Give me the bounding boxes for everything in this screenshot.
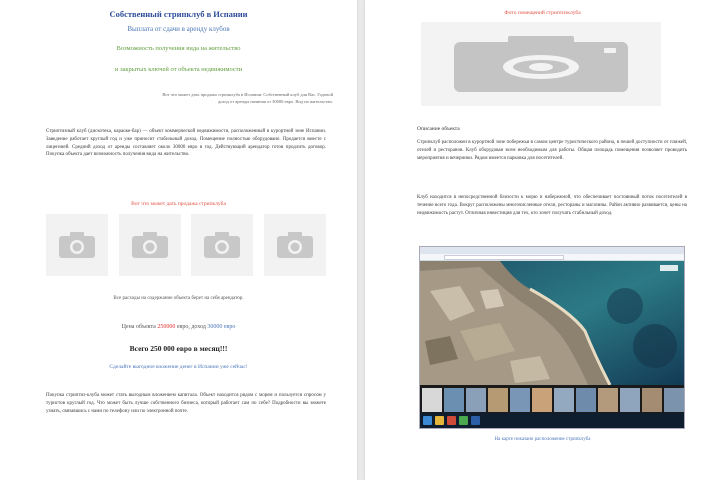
map-screenshot bbox=[419, 246, 685, 429]
price-value: 250000 bbox=[157, 324, 176, 330]
photo-thumb bbox=[554, 388, 574, 412]
photo-thumb bbox=[598, 388, 618, 412]
right-aligned-note: Вот что может дать продажа стрипклуба в Испании. Собственный клуб для Вас. Годовой доход от аренды начиная от 30000 евро. Вид на жительство. bbox=[162, 92, 333, 104]
price-prefix: Цена объекта bbox=[121, 324, 158, 330]
word-icon bbox=[471, 416, 480, 425]
camera-icon bbox=[202, 230, 242, 260]
photo-strip bbox=[420, 385, 684, 415]
camera-icon bbox=[275, 230, 315, 260]
camera-icon bbox=[446, 34, 636, 94]
photo-placeholder bbox=[264, 214, 326, 276]
photo-thumb bbox=[466, 388, 486, 412]
photo-thumb bbox=[664, 388, 684, 412]
photo-thumb bbox=[444, 388, 464, 412]
photo-thumb bbox=[532, 388, 552, 412]
body-paragraph-4: Клуб находится в непосредственной близости к морю и набережной, что обеспечивает постоянный поток посетителей в течение всего года. Вокруг расположены многочисленные отели, рестораны и магазины. Район активно развивается, цены на недвижимость растут. Отличная инвестиция для тех, кто хочет получать стабильный доход. bbox=[417, 195, 687, 216]
photo-thumb bbox=[642, 388, 662, 412]
camera-icon bbox=[57, 230, 97, 260]
price-line bbox=[0, 324, 357, 331]
page-subtitle: Выплата от сдачи в аренду клубов bbox=[127, 25, 230, 33]
photo-thumb bbox=[620, 388, 640, 412]
photo-placeholder-large bbox=[421, 22, 661, 106]
app-icon bbox=[459, 416, 468, 425]
photo-thumb bbox=[488, 388, 508, 412]
expenses-note: Все расходы на содержание объекта берет на себя арендатор. bbox=[113, 296, 244, 301]
body-paragraph-2: Покупка стриптиз-клуба может стать выгодным вложением капитала. Объект находится рядом с морем и пользуется спросом у туристов круглый год. Что может быть лучше собственного бизнеса, который работает сам по себе? Подробности вы можете узнать, связавшись с нами по телефону или по электронной почте. bbox=[46, 393, 326, 414]
photo-thumb bbox=[510, 388, 530, 412]
photo-thumb bbox=[576, 388, 596, 412]
section-heading: Описание объекта bbox=[417, 126, 460, 132]
page-title: Собственный стрипклуб в Испании bbox=[109, 9, 248, 19]
blue-call-to-action: Сделайте выгодное вложение денег в Испании уже сейчас! bbox=[109, 364, 248, 370]
green-subheading-1: Возможность получения вида на жительство bbox=[116, 45, 241, 52]
photo-placeholder bbox=[119, 214, 181, 276]
browser-address-bar bbox=[420, 254, 684, 261]
income-value: 30000 евро bbox=[207, 324, 236, 330]
address-field bbox=[444, 255, 564, 260]
folder-icon bbox=[435, 416, 444, 425]
document-page-left bbox=[0, 0, 357, 480]
start-icon bbox=[423, 416, 432, 425]
price-middle: евро, доход bbox=[175, 324, 208, 330]
document-page-right bbox=[365, 0, 720, 480]
taskbar bbox=[420, 413, 684, 428]
browser-tabs bbox=[420, 247, 684, 254]
photo-thumbnails bbox=[46, 214, 326, 276]
green-subheading-2: и закрытых ключей от объекта недвижимости bbox=[114, 66, 243, 73]
photo-placeholder bbox=[46, 214, 108, 276]
camera-icon bbox=[130, 230, 170, 260]
body-paragraph-1: Стриптизный клуб (дискотека, караоке-бар) — объект коммерческой недвижимости, расположенный в курортной зоне Испании. Заведение работает круглый год и уже приносит стабильный доход. Помещение полностью оборудовано. Продается вместе с лицензией. Средний доход от аренды составляет около 30000 евро в год. Действующий арендатор готов продлить договор. Покупка объекта дает возможность получения вида на жительство. bbox=[46, 129, 326, 158]
bold-headline: Всего 250 000 евро в месяц!!! bbox=[129, 344, 228, 353]
body-paragraph-3: Стрипклуб расположен в курортной зоне побережья в самом центре туристического района, в пешей доступности от пляжей, отелей и ресторанов. Клуб оборудован всем необходимым для работы. Общая площадь помещения позволяет проводить мероприятия и вечеринки. Рядом имеется парковка для посетителей. bbox=[417, 140, 687, 161]
photo-thumb bbox=[422, 388, 442, 412]
red-photo-caption: Фото помещений стриптизклуба bbox=[504, 10, 581, 16]
red-highlight-line: Вот что может дать продажа стрипклуба bbox=[131, 201, 226, 207]
photo-placeholder bbox=[191, 214, 253, 276]
satellite-map bbox=[420, 261, 685, 385]
browser-icon bbox=[447, 416, 456, 425]
screenshot-caption: На карте показано расположение стрипклуба bbox=[494, 437, 591, 442]
